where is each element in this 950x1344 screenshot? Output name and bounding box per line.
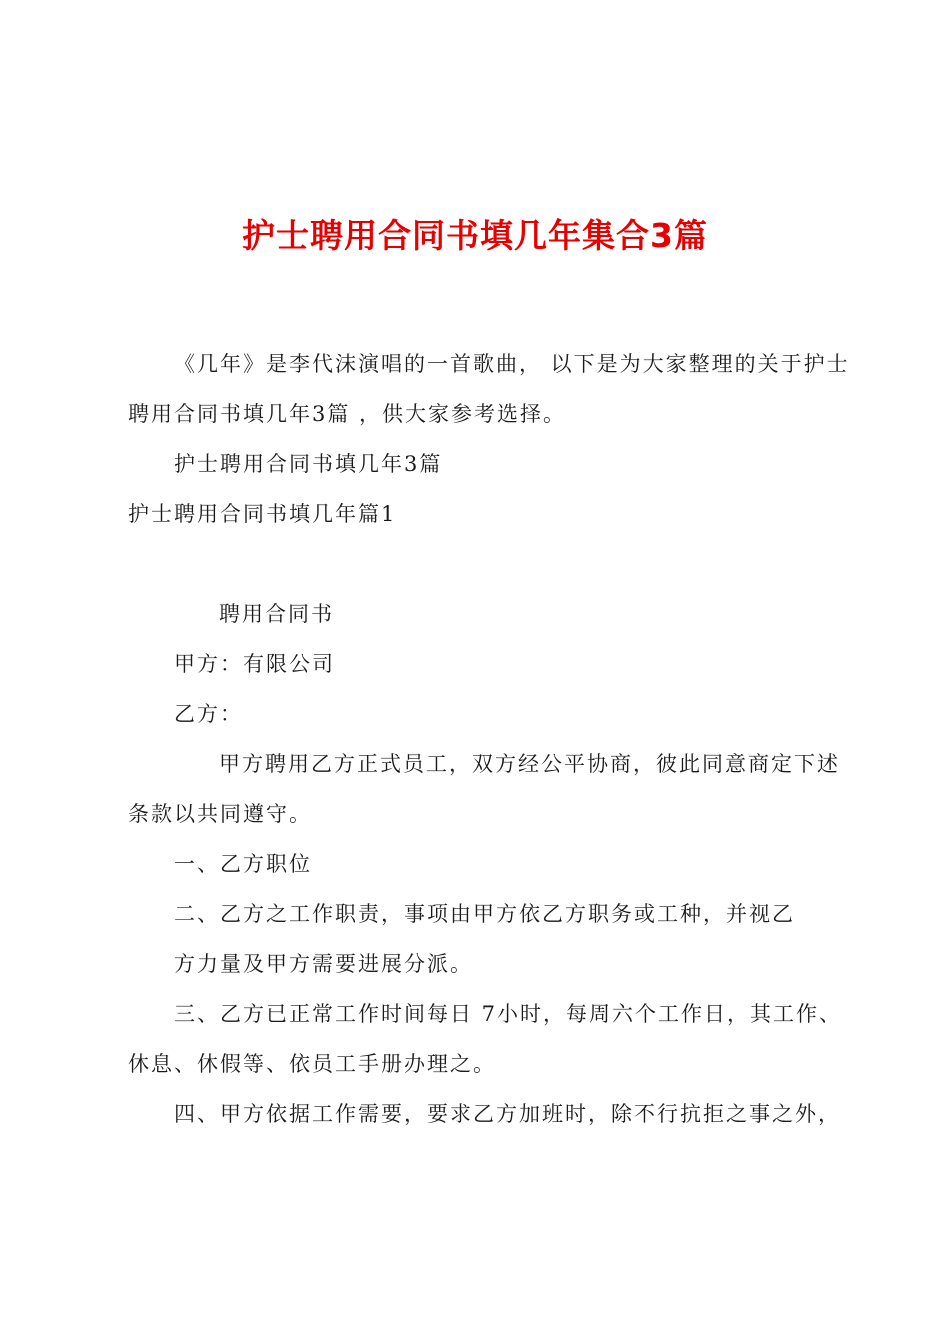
clause-2-line-2: 方力量及甲方需要进展分派。 <box>174 952 473 976</box>
contract-heading: 聘用合同书 <box>219 602 334 626</box>
clause-2-line-1: 二、乙方之工作职责，事项由甲方依乙方职务或工种，并视乙 <box>174 902 795 926</box>
clause-1: 一、乙方职位 <box>174 852 312 876</box>
paragraph-intro-line-2: 聘用合同书填几年3篇 ，供大家参考选择。 <box>128 402 567 426</box>
clause-3-line-1: 三、乙方已正常工作时间每日 7小时，每周六个工作日，其工作、 <box>174 1002 843 1026</box>
section-heading-1: 护士聘用合同书填几年篇1 <box>128 502 397 526</box>
agreement-line-2: 条款以共同遵守。 <box>128 802 312 826</box>
clause-3-line-2: 休息、休假等、依员工手册办理之。 <box>128 1052 496 1076</box>
agreement-line-1: 甲方聘用乙方正式员工，双方经公平协商，彼此同意商定下述 <box>219 752 840 776</box>
clause-4-line-1: 四、甲方依据工作需要，要求乙方加班时，除不行抗拒之事之外， <box>174 1102 841 1126</box>
paragraph-intro-line-1: 《几年》是李代沫演唱的一首歌曲， 以下是为大家整理的关于护士 <box>174 352 850 376</box>
party-a-line: 甲方：有限公司 <box>174 652 335 676</box>
subtitle-collection: 护士聘用合同书填几年3篇 <box>174 452 443 476</box>
party-b-line: 乙方： <box>174 702 243 726</box>
document-title: 护士聘用合同书填几年集合3篇 <box>242 216 708 255</box>
